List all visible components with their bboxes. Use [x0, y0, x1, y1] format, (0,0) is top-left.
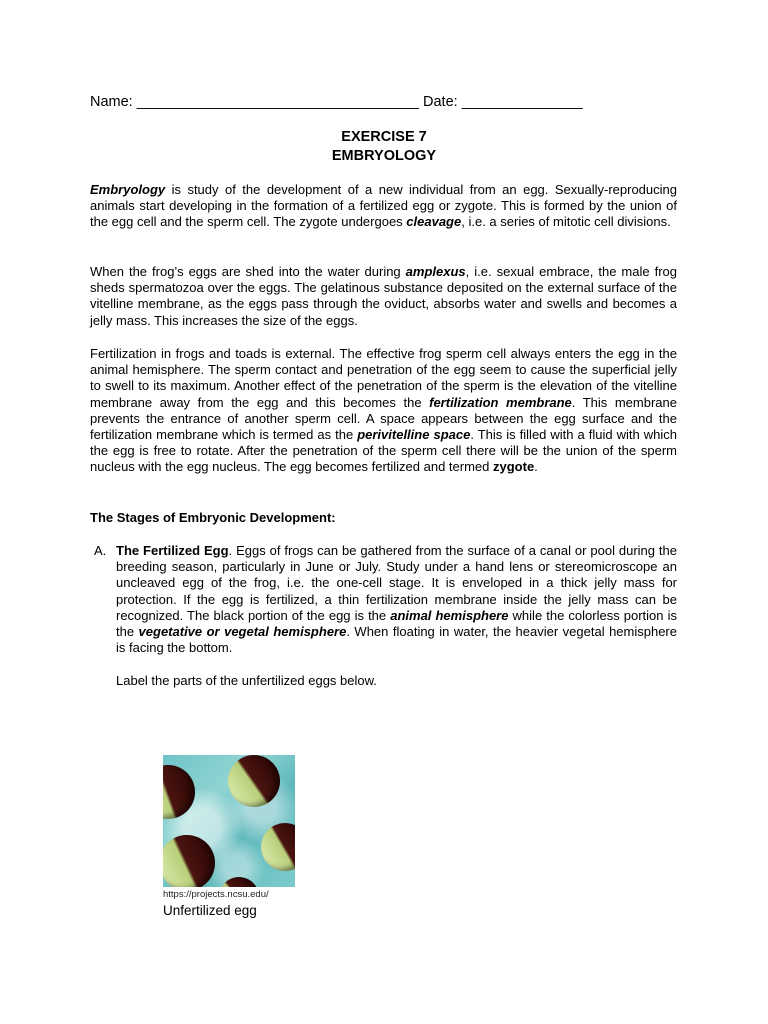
text-run: . [534, 459, 538, 475]
item-title: The Fertilized Egg [116, 543, 229, 558]
term-vegetal-hemisphere: vegetative or vegetal hemisphere [138, 624, 347, 640]
text-run: , i.e. a series of mitotic cell divisions. [461, 214, 671, 230]
label-instruction: Label the parts of the unfertilized eggs below. [116, 673, 377, 688]
term-amplexus: amplexus [405, 264, 466, 279]
name-date-line: Name: ___________________________________ Date: _______________ [90, 94, 583, 110]
egg-image [211, 869, 267, 887]
frog-eggs-photo [163, 755, 295, 887]
amplexus-paragraph [90, 264, 677, 329]
egg-image [218, 755, 290, 817]
text-run: . This is filled with a fluid with which the egg is free to rotate. After the penetration of the sperm cell there will be the union of the sperm nucleus with the egg nucleus. The egg becomes fertilized and termed [90, 427, 677, 475]
text-run: while the colorless portion is the [116, 607, 677, 640]
image-caption: Unfertilized egg [163, 903, 257, 918]
term-zygote: zygote [493, 459, 535, 475]
term-fertilization-membrane: fertilization membrane [429, 394, 572, 410]
stages-heading: The Stages of Embryonic Development: [90, 510, 336, 525]
exercise-number: EXERCISE 7 [341, 129, 427, 145]
text-run: . This membrane prevents the entrance of another sperm cell. A space appears between the egg surface and the fertilization membrane which is termed as the [90, 394, 677, 443]
term-animal-hemisphere: animal hemisphere [390, 607, 509, 623]
intro-paragraph [90, 182, 677, 231]
term-cleavage: cleavage [406, 214, 462, 230]
egg-image [163, 826, 224, 887]
exercise-title: EMBRYOLOGY [331, 148, 437, 164]
text-run: When the frog’s eggs are shed into the water during [90, 264, 406, 279]
term-perivitelline-space: perivitelline space [357, 427, 471, 443]
list-marker: A. [94, 543, 107, 558]
term-embryology: Embryology [90, 182, 166, 197]
text-run: . Eggs of frogs can be gathered from the surface of a canal or pool during the breeding season, particularly in June or July. Study under a hand lens or stereomicroscope an uncleaved egg of the frog, i.e. the one-cell stage. It is enveloped in a thick jelly mass for protection. If the egg is fertilized, a thin fertilization membrane inside the jelly mass can be recognized. The black portion of the egg is the [116, 543, 677, 623]
text-run: , i.e. sexual embrace, the male frog sheds spermatozoa over the eggs. The gelatinous substance deposited on the external surface of the vitelline membrane, as the eggs pass through the oviduct, absorbs water and swells and becomes a jelly mass. This increases the size of the eggs. [90, 264, 677, 328]
egg-image [252, 814, 295, 880]
image-source: https://projects.ncsu.edu/ [163, 889, 269, 900]
text-run: Fertilization in frogs and toads is external. The effective frog sperm cell always enters the egg in the animal hemisphere. The sperm contact and penetration of the egg seem to cause the superficial jelly to swell to its maximum. Another effect of the penetration of the sperm is the elevation of the vitelline membrane away from the egg and this becomes the [90, 346, 677, 410]
egg-image [163, 757, 203, 826]
list-item-body [116, 543, 677, 656]
text-run: is study of the development of a new individual from an egg. Sexually-reproducing animals start developing in the formation of a fertilized egg or zygote. This is formed by the union of the egg cell and the sperm cell. The zygote undergoes [90, 182, 677, 230]
fertilization-paragraph [90, 346, 677, 476]
text-run: . When floating in water, the heavier vegetal hemisphere is facing the bottom. [116, 624, 677, 656]
